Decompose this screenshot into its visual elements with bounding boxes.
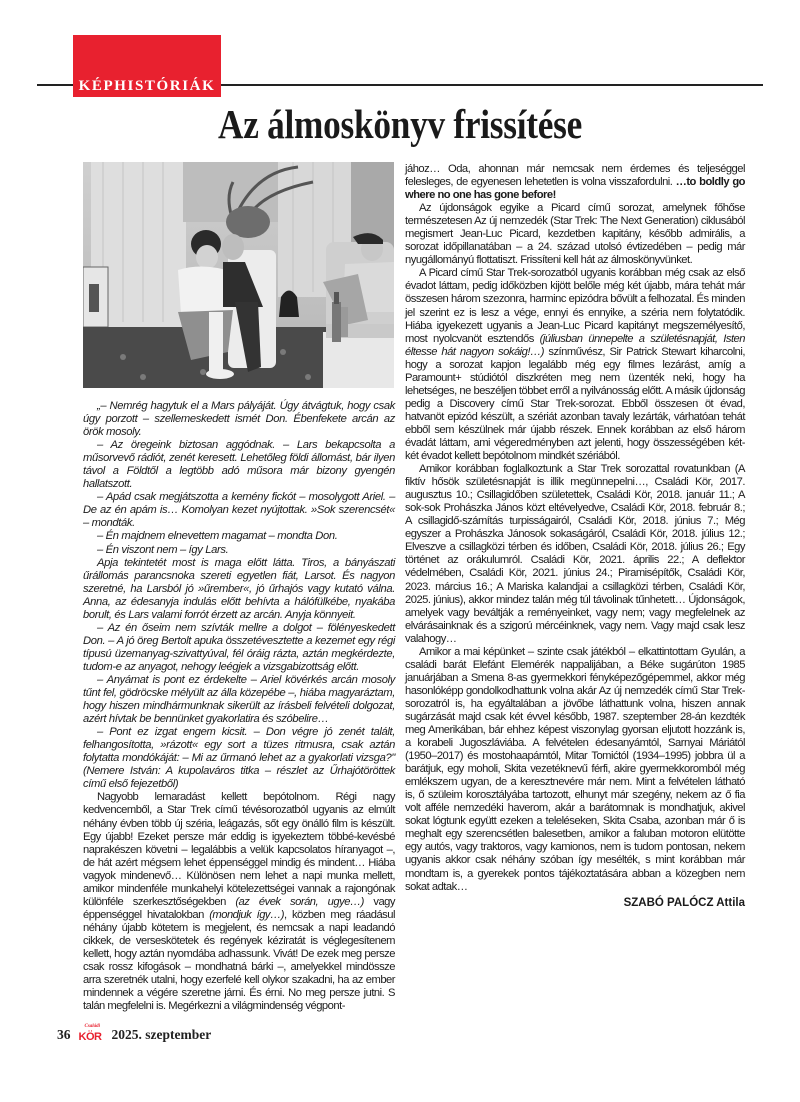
quote-paragraph: – Az én őseim nem szívták mellre a dolgot – fölényeskedett Don. – A jó öreg Bertolt apuka összetévesztette a kezemet egy régi típusú üzemanyag-szivattyúval, fél óráig rázta, aztán megkérdezte, tudom-e az anyagot, nehogy leégjek a vizsgabizottság előtt. [83, 621, 395, 673]
body-paragraph: Az újdonságok egyike a Picard című sorozat, amelynek főhőse természetesen Az új nemzedék (Star Trek: The Next Generation) ciklusából megismert Jean-Luc Picard, kezdetben kapitány, később admirális, a sorozat időpillanatában – a 24. század utolsó évtizedében – pedig már nyugállományú flottatiszt. Frissíteni kell hát az álmoskönyvünket. [405, 202, 745, 267]
page-number: 36 [57, 1027, 71, 1042]
right-column [405, 163, 745, 910]
body-paragraph: Amikor a mai képünket – szinte csak játékból – elkattintottam Gyulán, a családi barát Elefánt Elemérék nappalijában, a Béke sugárúton 1985 januárjában a Smena 8-as gyermekkori fényképezőgépemmel, akkor még hasonlóképp gondolkodhattunk volna akár Az új nemzedék című Star Trek-sorozatról is, ha egyáltalában a jövőbe láthattunk volna, hiszen annak sugárzását majd csak két évvel később, 1987. szeptember 28-án kezdték meg Amerikában, bár ehhez képest viszonylag gyorsan eljutott hozzánk is, a korabeli Jugoszláviába. A felvételen édesanyámtól, Sarnyai Máriától (1950–2017) és mostohaapámtól, Mitar Tomićtól (1934–1995) jobbra ül a barátjuk, egy moholi, Skita vezetéknevű férfi, akire gyermekkoromból még emlékszem ugyan, de a keresztnevére már nem. Mint a felvételen látható is, ő szüleim korosztályába tartozott, elhunyt már szegény, nekem az ő fia volt afféle nemzedéki haverom, akár a barátomnak is mondhatjuk, akivel sokat lógtunk együtt ezeken a teleléseken, Skita Csaba, azonban már ő is meghalt egy szerencsétlen balesetben, amikor a faluban motoron elütötte egy autós, vagy traktoros, vagy kamionos, nem is tudom pontosan, nekem ugyanis akkor csak néhány szóban így mesélték, s mint korábban már mondtam is, a gyerekek pontos tájékoztatására abban a közegben nem sokat adtak… [405, 645, 745, 893]
magazine-logo-icon [78, 1024, 104, 1043]
logo-word: KÖR [78, 1031, 102, 1043]
body-paragraph [405, 267, 745, 463]
quote-paragraph: „– Nemrég hagytuk el a Mars pályáját. Úgy átvágtuk, hogy csak úgy porzott – szellemeskedett ismét Don. Ébenfekete arcán az örök mosoly. [83, 400, 395, 439]
body-text: Nagyobb lemaradást kellett bepótolnom. Régi nagy kedvencemből, a Star Trek című tévésorozatból ugyanis az elmúlt néhány évben több új széria, leágazás, sőt egy önálló film is készült. Egy újabb! Ezeket persze már eddig is igyekeztem többé-kevésbé naprakészen követni – legalábbis a velük kapcsolatos híranyagot –, de hát azért mégsem lehet éppenséggel mindig és mindent… Hiába vagyok mindenevő… Különösen nem lehet a napi munka mellett, amikor mindenféle munkahelyi kötelezettségei vannak a rajongónak különféle szerkesztőségekben [83, 791, 395, 908]
left-column [83, 400, 395, 1013]
quote-paragraph: – Pont ez izgat engem kicsit. – Don végre jó zenét talált, felhangosította, »rázott« egy sort a tüzes ritmusra, csak aztán folytatta mondókáját: – Mi az űrmanó lehet az a gyakorlati vizsga?" (Nemere István: A kupolaváros titka – részlet az Űrhajótöröttek című első fejezetből) [83, 726, 395, 791]
body-aside: (mondjuk így…) [209, 908, 284, 921]
logo-small-text: Családi [84, 1024, 101, 1029]
quote-paragraph: – Apád csak megjátszotta a kemény fickót – mosolygott Ariel. – De az én apám is… Komolyan kezet nyújtottak. »Sok szerencsét« – mondták. [83, 491, 395, 530]
body-text: vagy éppenséggel hivatalokban [83, 895, 395, 921]
article-photo [83, 162, 394, 388]
quote-paragraph: – Anyámat is pont ez érdekelte – Ariel kövérkés arcán mosoly tűnt fel, gödröcske mélyült az álla közepébe –, hiába magyaráztam, hogy hiszen mindhármunknak sikerült az írásbeli felvételi dolgozat, azért hívtak be bennünket gyakorlatira és szóbelire… [83, 673, 395, 726]
photograph-icon [83, 162, 394, 388]
body-text: A Picard című Star Trek-sorozatból ugyanis korábban még csak az első évadot láttam, pedig időközben kijött belőle még két újabb, mára tehát már összesen három szezonra, harminc epizódra bővült a felhozatal. És minden jel szerint ez is lesz a vége, ennyi és ennyike, a széria nem folytatódik. Hiába igyekezett ugyanis a Jean-Luc Picard kapitányt megszemélyesítő, most nyolcvanöt esztendős [405, 267, 745, 345]
page-footer [57, 1026, 211, 1044]
body-text: színművész, Sir Patrick Stewart kiharcolni, hogy a sorozat kapjon legalább még egy filmes lezárást, amíg a Paramount+ stúdiótól diszkréten meg nem üzenték neki, hogy ha lehetséges, ne beszéljen többet erről a nyilvánosság előtt. A másik újdonság pedig a Discovery című Star Trek-sorozat. Ebből összesen öt évad, hatvanöt epizód készült, a szériát azonban tavaly lezárták, várhatóan tehát ebből sem készülnek már újabb részek. Ennek korábban az első három évadát láttam, ami végeredményben azt jelenti, hogy összességében két-két évadot kellett bepótolnom mindkét szériából. [405, 345, 745, 463]
body-text: jához… Oda, ahonnan már nemcsak nem érdemes és teljeséggel felesleges, de egyenesen lehetetlen is volna visszafordulni. [405, 163, 745, 189]
quote-paragraph: Apja tekintetét most is maga előtt látta. Tiros, a bányászati űrállomás parancsnoka szereti egyetlen fiát, Larsot. És nagyon szeretné, ha Larsból jó »űrember«, jó űrhajós vagy kutató válna. Anna, az édesanyja indulás előtt behívta a hálófülkébe, nyakába borult, és Lars valami forrót érzett az arcán. Anyja könnyeit. [83, 556, 395, 621]
body-aside: (júliusban ünnepelte a születésnapját, Isten éltesse hát nagyon sokáig!…) [405, 332, 745, 358]
body-paragraph [405, 163, 745, 202]
quote-paragraph: – Én viszont nem – így Lars. [97, 543, 229, 556]
issue-date: 2025. szeptember [111, 1027, 212, 1042]
body-aside: (az évek során, ugye…) [235, 895, 364, 908]
article-title: Az álmoskönyv frissítése [217, 101, 582, 147]
body-text: , közben meg ráadásul néhány újabb kötetem is megjelent, és nemcsak a napi leadandó cikkek, de verseskötetek és regények kéziratát is véglegesítenem kellett, hogy aztán nyomdába adhassunk. Vivát! De ezek meg persze csak rossz kifogások – mondhatná bárki –, amelyekkel mindössze arra szeretnék utalni, hogy ezerfelé kell olykor szakadni, ha az ember mindennek a végére szeretne járni. És érni. No meg persze jutni. S talán megfelelni is. Megérkezni a világmindenség végpont- [83, 908, 395, 1013]
author-signature: SZABÓ PALÓCZ Attila [623, 896, 745, 909]
star-trek-motto: …to boldly go where no one has gone before! [405, 176, 745, 202]
quote-paragraph: – Én majdnem elnevettem magamat – mondta Don. [97, 530, 338, 543]
section-rubric: KÉPHISTÓRIÁK [73, 76, 221, 97]
body-paragraph [83, 791, 395, 1013]
quote-paragraph: – Az öregeink biztosan aggódnak. – Lars bekapcsolta a műsorvevő rádiót, zenét keresett. Lehetőleg földi állomást, bár ilyen távol a Földtől a legtöbb adó műsora már bizony gyengén hallatszott. [83, 439, 395, 491]
body-paragraph: Amikor korábban foglalkoztunk a Star Trek sorozattal rovatunkban (A fiktív hősök születésnapját is illik megünnepelni…, Családi Kör, 2017. augusztus 10.; Csillagidőben születettek, Családi Kör, 2018. január 11.; A sok-sok Prohászka János közt eltévelyedve, Családi Kör, 2018. február 8.; A csillagidő-számítás turpisságairól, Családi Kör, 2018. június 7.; Még egyszer a Prohászka Jánosok sokaságáról, Családi Kör, 2018. július 12.; Elveszve a csillagközi térben és időben, Családi Kör, 2018. július 26.; Egy történet az orákulumról. Családi Kör, 2021. április 22.; A deflektor védelmében, Családi Kör, 2021. június 24.; Piramisépítők, Családi Kör, 2023. március 16.; A Mariska kalandjai a csillagközi térben, Családi Kör, 2025. június), akkor mindez talán még túl távolinak tűnhetett… Újdonságok, amelyek vagy beváltják a reményeinket, vagy nem; vagy megfelelnek az elvárásainknak és a szigorú mércéinknek, vagy nem. Vagy majd csak lesz valahogy… [405, 463, 745, 645]
